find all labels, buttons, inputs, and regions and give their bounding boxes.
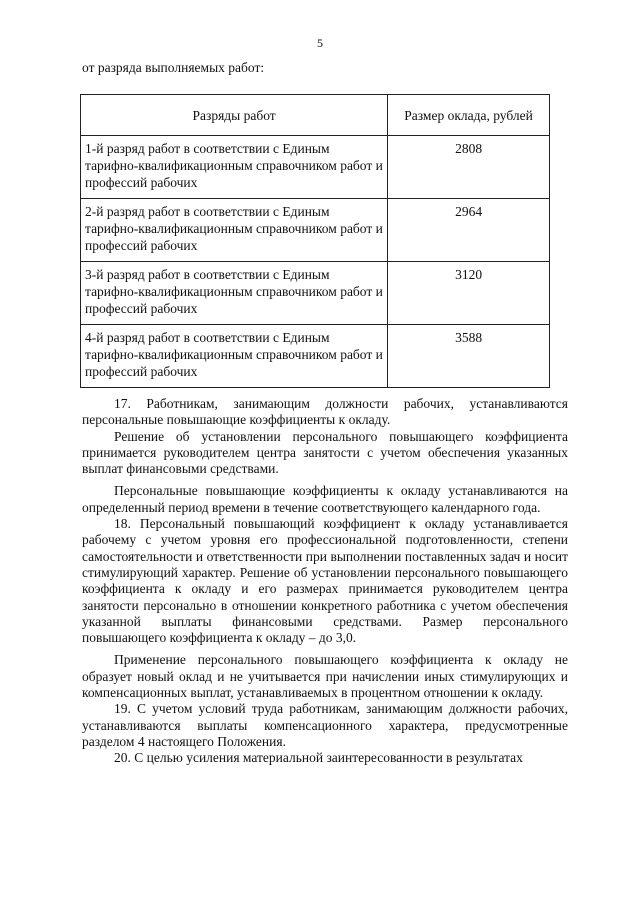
paragraph: Решение об установлении персонального повышающего коэффициента принимается руководителем центра занятости с учетом обеспечения указанных выплат финансовыми средствами. <box>82 428 568 477</box>
paragraph: 19. С учетом условий труда работникам, занимающим должности рабочих, устанавливаются выплаты компенсационного характера, предусмотренные разделом 4 настоящего Положения. <box>82 701 568 749</box>
table-cell-salary: 2964 <box>388 199 550 262</box>
paragraph: 18. Персональный повышающий коэффициент к окладу устанавливается рабочему с учетом уровня его профессиональной подготовленности, степени самостоятельности и ответственности при выполнении поставленных задач и носит стимулирующий характер. Решение об установлении персонального повышающего коэффициента к окладу и его размерах принимается руководителем центра занятости персонально в отношении конкретного работника с учетом обеспечения указанной выплаты финансовыми средствами. Размер персонального повышающего коэффициента к окладу – до 3,0. <box>82 516 568 646</box>
table-cell-grade: 4-й разряд работ в соответствии с Единым тарифно-квалификационным справочником работ и профессий рабочих <box>81 325 388 388</box>
table-cell-salary: 3120 <box>388 262 550 325</box>
table-row <box>81 325 550 388</box>
table-row <box>81 199 550 262</box>
paragraph: Персональные повышающие коэффициенты к окладу устанавливаются на определенный период времени в течение соответствующего календарного года. <box>82 483 568 515</box>
table-cell-salary: 2808 <box>388 136 550 199</box>
table-cell-grade: 1-й разряд работ в соответствии с Единым тарифно-квалификационным справочником работ и профессий рабочих <box>81 136 388 199</box>
page-number: 5 <box>317 36 323 50</box>
paragraph: 20. С целью усиления материальной заинтересованности в результатах <box>114 750 523 766</box>
table-row <box>81 262 550 325</box>
table-cell-grade: 3-й разряд работ в соответствии с Единым тарифно-квалификационным справочником работ и профессий рабочих <box>81 262 388 325</box>
table-header-row <box>81 95 550 136</box>
intro-line: от разряда выполняемых работ: <box>82 60 265 75</box>
table-cell-grade: 2-й разряд работ в соответствии с Единым тарифно-квалификационным справочником работ и профессий рабочих <box>81 199 388 262</box>
salary-table <box>80 94 550 388</box>
paragraph: 17. Работникам, занимающим должности рабочих, устанавливаются персональные повышающие коэффициенты к окладу. <box>82 396 568 428</box>
table-header-grade: Разряды работ <box>81 95 388 136</box>
body-text <box>82 396 568 767</box>
paragraph: Применение персонального повышающего коэффициента к окладу не образует новый оклад и не учитывается при начислении иных стимулирующих и компенсационных выплат, устанавливаемых в процентном отношении к окладу. <box>82 652 568 701</box>
table-row <box>81 136 550 199</box>
table-header-salary: Размер оклада, рублей <box>388 95 550 136</box>
table-cell-salary: 3588 <box>388 325 550 388</box>
